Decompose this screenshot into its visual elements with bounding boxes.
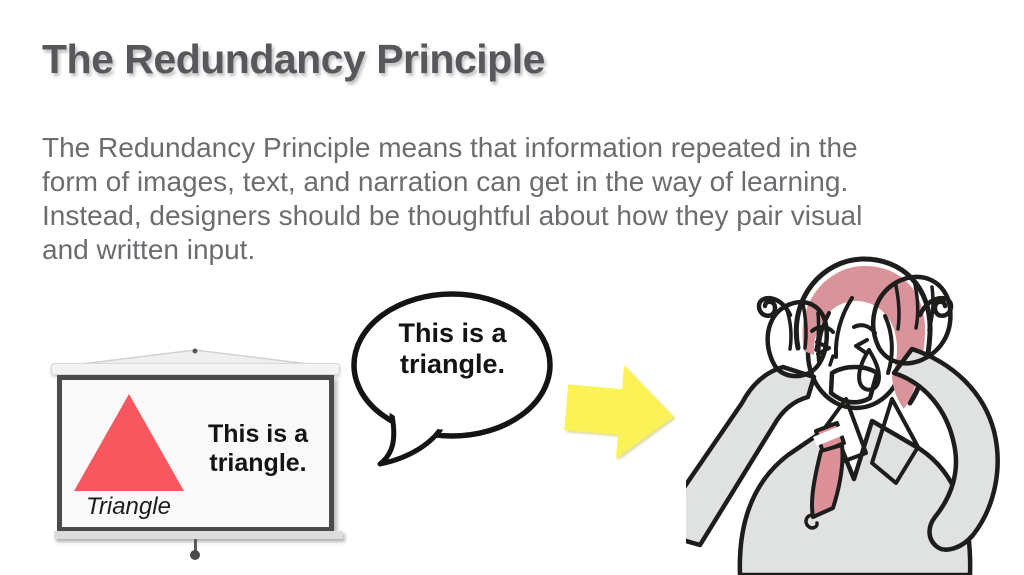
screen-caption-line-1: This is a (207, 420, 309, 448)
screen-pull-knob (190, 550, 200, 560)
right-arrow-icon (562, 356, 684, 468)
person-head (796, 259, 930, 409)
triangle-shape-label: Triangle (86, 493, 171, 520)
red-triangle-icon (74, 394, 186, 493)
speech-bubble-text (375, 318, 530, 380)
open-mouth (831, 367, 877, 402)
screen-surface (57, 375, 334, 532)
screen-caption (192, 420, 324, 478)
bubble-line-1: This is a (398, 318, 507, 348)
body-line-2: form of images, text, and narration can get in the way of learning. (42, 166, 849, 197)
body-line-3: Instead, designers should be thoughtful about how they pair visual (42, 200, 863, 231)
stressed-person-illustration (686, 253, 1024, 575)
bubble-line-2: triangle. (399, 349, 506, 379)
screen-top-casing (51, 363, 340, 375)
body-paragraph (42, 131, 862, 267)
body-line-1: The Redundancy Principle means that information repeated in the (42, 132, 858, 163)
screen-bottom-casing (54, 531, 343, 539)
screen-caption-line-2: triangle. (209, 449, 307, 477)
page-title: The Redundancy Principle (42, 36, 545, 82)
body-line-4: and written input. (42, 234, 256, 265)
